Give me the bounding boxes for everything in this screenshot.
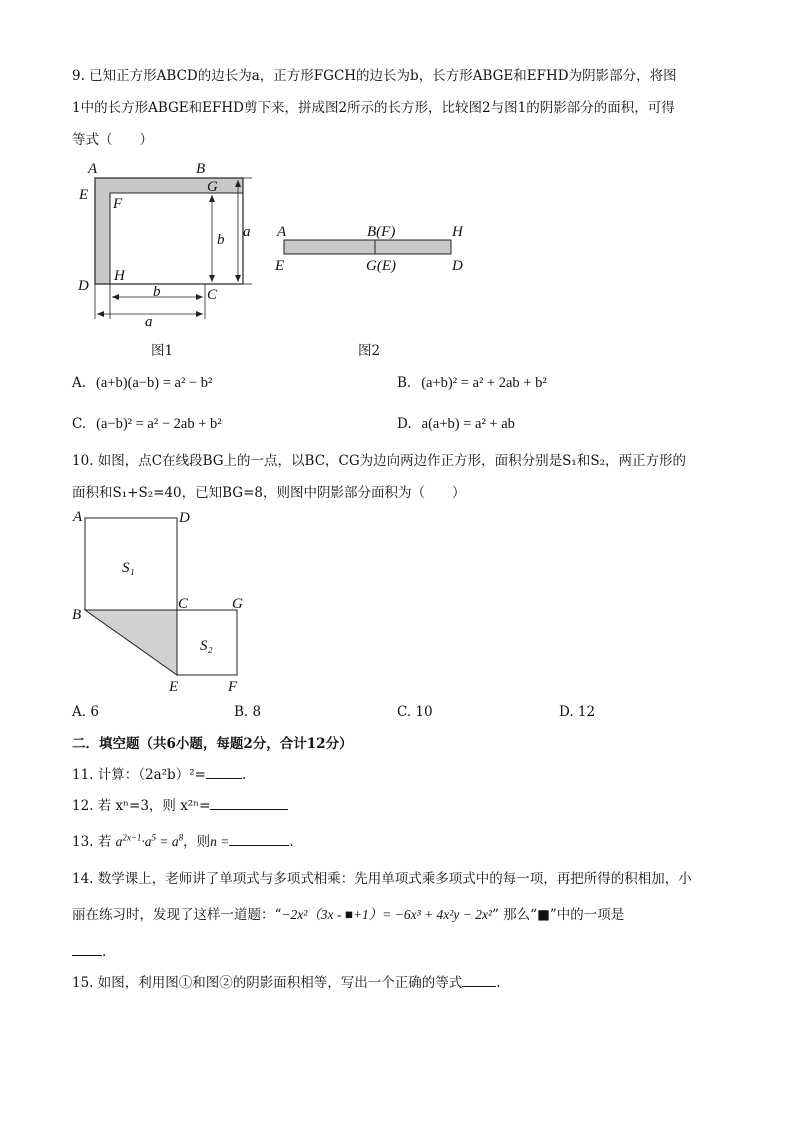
fig1-label-E: E [79, 187, 89, 203]
q10-line2: 面积和S₁+S₂=40，已知BG=8，则图中阴影部分面积为（ ） [72, 485, 466, 501]
q14-line1: 14. 数学课上，老师讲了单项式与多项式相乘：先用单项式乘多项式中的每一项，再把所得的积相加，小 [72, 871, 692, 887]
fig1-label-a-horizontal: a [145, 314, 153, 330]
section-2-heading: 二．填空题（共6小题，每题2分，合计12分） [72, 736, 353, 752]
q10-label-A: A [73, 509, 83, 525]
q9-line2: 1中的长方形ABGE和EFHD剪下来，拼成图2所示的长方形，比较图2与图1的阴影部分的面积，可得 [72, 100, 675, 116]
q14-line2 [72, 905, 624, 925]
fig1-label-D: D [78, 278, 89, 294]
q10-label-C: C [178, 596, 189, 612]
q14-expression: −2x²（3x - ■+1）= −6x³ + 4x²y − 2x² [281, 907, 492, 922]
q13-answer-blank[interactable] [229, 831, 289, 846]
fig2-label-A: A [277, 224, 287, 240]
q9-line3: 等式（ ） [72, 132, 153, 148]
fig1-label-b-horizontal: b [153, 284, 161, 300]
q10-option-b[interactable]: B. 8 [234, 704, 262, 720]
q9-figure-1 [70, 156, 270, 331]
q9-line1: 9. 已知正方形ABCD的边长为a，正方形FGCH的边长为b，长方形ABGE和EFHD为阴影部分，将图 [72, 68, 677, 84]
q11-answer-blank[interactable] [206, 764, 242, 779]
q14-line2-start: 丽在练习时，发现了这样一道题：“ [72, 907, 282, 923]
q11-prefix: 11. 计算：（2a²b）²= [72, 767, 206, 783]
q9-option-a[interactable] [72, 373, 212, 393]
q14-suffix: . [102, 944, 107, 960]
q15-answer-blank[interactable] [462, 972, 496, 987]
q10-line1: 10. 如图，点C在线段BG上的一点，以BC，CG为边向两边作正方形，面积分别是S₁和S₂，两正方形的 [72, 453, 686, 469]
fig2-label-D: D [452, 258, 463, 274]
q9-option-c[interactable] [72, 414, 222, 434]
q9-option-a-label: A. [72, 375, 87, 391]
fig1-label-B: B [196, 161, 206, 177]
q10-label-F: F [228, 679, 238, 695]
q12-answer-blank[interactable] [210, 795, 288, 810]
q12 [72, 795, 288, 816]
q14-line2-end: ” 那么“■”中的一项是 [491, 907, 625, 923]
q10-option-c[interactable]: C. 10 [397, 704, 433, 720]
q9-option-b[interactable] [397, 373, 547, 393]
q10-label-G: G [232, 596, 243, 612]
fig1-label-F: F [113, 196, 123, 212]
q9-option-d[interactable] [397, 414, 515, 434]
q9-option-b-text: (a+b)² = a² + 2ab + b² [421, 375, 547, 391]
q9-option-c-text: (a−b)² = a² − 2ab + b² [96, 416, 222, 432]
q9-option-d-label: D. [397, 416, 412, 432]
q10-label-S2: S₂ [200, 638, 213, 654]
q10-option-d[interactable]: D. 12 [559, 704, 596, 720]
q9-option-a-text: (a+b)(a−b) = a² − b² [96, 375, 213, 391]
fig2-shaded-strip [284, 240, 451, 254]
q14-answer-blank[interactable] [72, 941, 102, 956]
fig1-label-b-vertical: b [217, 232, 225, 248]
q13-prefix: 13. 若 [72, 834, 112, 850]
fig2-label-GE: G(E) [366, 258, 396, 274]
q11 [72, 764, 246, 785]
q10-figure [66, 505, 266, 695]
q13 [72, 831, 294, 852]
q10-label-D: D [179, 510, 190, 526]
fig1-label-a-vertical: a [243, 224, 251, 240]
q9-option-b-label: B. [397, 375, 412, 391]
q9-option-c-label: C. [72, 416, 87, 432]
q15-text: 15. 如图，利用图①和图②的阴影面积相等，写出一个正确的等式 [72, 975, 463, 991]
fig2-caption: 图2 [358, 343, 381, 359]
q11-suffix: . [241, 767, 247, 783]
fig1-label-C: C [207, 287, 218, 303]
fig2-label-E: E [275, 258, 285, 274]
q15-suffix: . [496, 975, 501, 991]
q13-expression: $a^{2x-1}\cdot a^5 = a^8$ [115, 832, 184, 849]
fig1-label-H: H [114, 268, 125, 284]
q13-suffix: . [289, 834, 294, 850]
q15 [72, 972, 501, 993]
q9-figure-2 [270, 220, 480, 280]
fig2-label-H: H [452, 224, 463, 240]
q10-label-B: B [72, 607, 82, 623]
q10-shaded-triangle [85, 610, 177, 675]
fig1-label-A: A [88, 161, 98, 177]
fig2-label-BF: B(F) [367, 224, 396, 240]
q13-mid: ，则 [183, 834, 211, 850]
fig1-caption: 图1 [151, 343, 174, 359]
q12-prefix: 12. 若 xⁿ=3，则 x²ⁿ= [72, 798, 211, 814]
q10-label-E: E [169, 679, 179, 695]
q10-option-a[interactable]: A. 6 [72, 704, 99, 720]
q13-n: n = [210, 834, 230, 849]
fig1-label-G: G [207, 179, 218, 195]
q9-option-d-text: a(a+b) = a² + ab [421, 416, 515, 432]
q10-label-S1: S₁ [122, 560, 135, 576]
q14-line3 [72, 941, 106, 962]
